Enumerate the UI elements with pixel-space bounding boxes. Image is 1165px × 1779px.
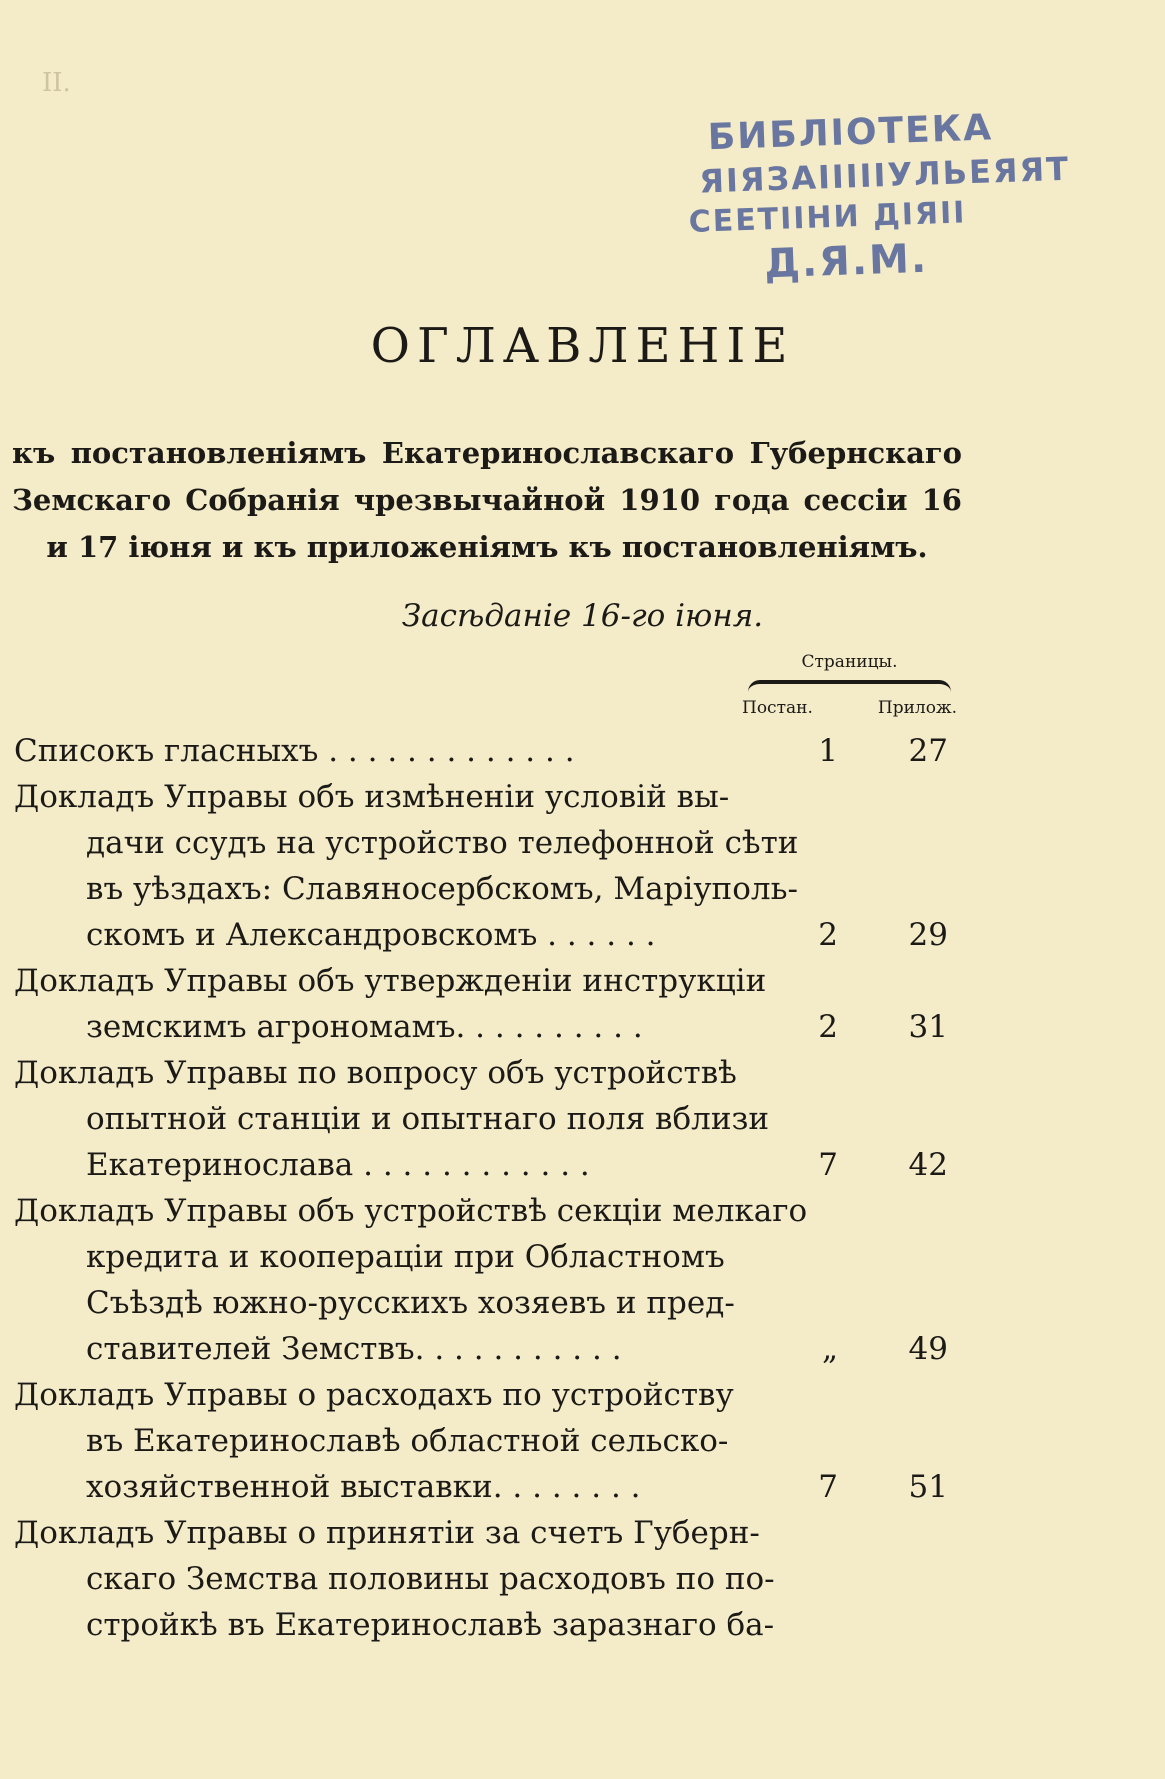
appendix-page-number: 27 [908, 733, 948, 769]
toc-entry-text: скомъ и Александровскомъ . . . . . . [86, 917, 656, 953]
toc-entry-text: земскимъ агрономамъ. . . . . . . . . . [86, 1009, 643, 1045]
page-title: ОГЛАВЛЕНІЕ [370, 318, 795, 374]
pages-label: Страницы. [801, 652, 898, 672]
pages-column-header [742, 652, 957, 718]
toc-entry-text: Докладъ Управы объ устройствѣ секціи мелкаго [14, 1193, 808, 1229]
table-of-contents [0, 728, 1165, 1648]
toc-entry-line [0, 1602, 1165, 1648]
toc-entry-text: стройкѣ въ Екатеринославѣ заразнаго ба- [86, 1607, 775, 1643]
toc-entry-line [0, 912, 1165, 958]
toc-entry-text: Съѣздѣ южно-русскихъ хозяевъ и пред- [86, 1285, 735, 1321]
resolution-page-number: 1 [818, 733, 838, 769]
toc-entry-line [0, 1096, 1165, 1142]
toc-entry-line [0, 1326, 1165, 1372]
toc-entry-text: скаго Земства половины расходовъ по по- [86, 1561, 775, 1597]
resolution-page-number: 2 [818, 1009, 838, 1045]
toc-entry [0, 958, 1165, 1050]
toc-entry [0, 1510, 1165, 1648]
toc-entry-text: Докладъ Управы о принятіи за счетъ Губерн- [14, 1515, 760, 1551]
toc-entry-line [0, 1280, 1165, 1326]
resolution-page-number: „ [821, 1331, 838, 1367]
toc-entry [0, 1050, 1165, 1188]
document-subtitle: къ постановленіямъ Екатеринославскаго Губернскаго Земскаго Собранія чрезвычайной 1910 года сессіи 16 и 17 іюня и къ приложеніямъ къ постановленіямъ. [12, 436, 962, 564]
resolution-page-number: 2 [818, 917, 838, 953]
stamp-line-4: Д.Я.М. [763, 235, 929, 288]
appendix-page-number: 42 [908, 1147, 948, 1183]
resolution-page-number: 7 [818, 1147, 838, 1183]
stamp-line-3: СЕЕТІІНИ ДІЯІІ [688, 195, 967, 240]
toc-entry-text: Докладъ Управы по вопросу объ устройствѣ [14, 1055, 737, 1091]
session-heading: Засѣданіе 16-го іюня. [401, 598, 764, 634]
toc-entry-line [0, 1372, 1165, 1418]
toc-entry-line [0, 958, 1165, 1004]
resolution-page-number: 7 [818, 1469, 838, 1505]
toc-entry-text: Докладъ Управы объ утвержденіи инструкціи [14, 963, 767, 999]
toc-entry-line [0, 1050, 1165, 1096]
column-header-resolutions: Постан. [742, 698, 813, 718]
toc-entry [0, 1188, 1165, 1372]
stamp-line-2: ЯІЯЗАІІІІІУЛЬЕЯЯТ [698, 149, 1071, 201]
library-stamp [688, 106, 1071, 289]
toc-entry-line [0, 1142, 1165, 1188]
stamp-line-1: БИБЛІОТЕКА [707, 107, 994, 159]
toc-entry-text: ставителей Земствъ. . . . . . . . . . . [86, 1331, 622, 1367]
toc-entry-line [0, 1418, 1165, 1464]
toc-entry-line [0, 1004, 1165, 1050]
toc-entry [0, 774, 1165, 958]
toc-entry-text: дачи ссудъ на устройство телефонной сѣти [86, 825, 799, 861]
toc-entry-line [0, 728, 1165, 774]
toc-entry-line [0, 1464, 1165, 1510]
appendix-page-number: 31 [908, 1009, 948, 1045]
toc-entry-text: Докладъ Управы о расходахъ по устройству [14, 1377, 734, 1413]
appendix-page-number: 49 [908, 1331, 948, 1367]
toc-entry-text: Докладъ Управы объ измѣненіи условій вы- [14, 779, 730, 815]
toc-entry-line [0, 1556, 1165, 1602]
toc-entry-line [0, 820, 1165, 866]
toc-entry-line [0, 774, 1165, 820]
toc-entry-line [0, 1234, 1165, 1280]
toc-entry-text: Екатеринослава . . . . . . . . . . . . [86, 1147, 590, 1183]
toc-entry-text: въ Екатеринославѣ областной сельско- [86, 1423, 729, 1459]
toc-entry-text: въ уѣздахъ: Славяносербскомъ, Маріуполь- [86, 871, 798, 907]
faded-page-mark: II. [42, 68, 71, 98]
toc-entry-line [0, 1188, 1165, 1234]
toc-entry-line [0, 1510, 1165, 1556]
toc-entry-line [0, 866, 1165, 912]
toc-entry [0, 1372, 1165, 1510]
toc-entry [0, 728, 1165, 774]
toc-entry-text: хозяйственной выставки. . . . . . . . [86, 1469, 641, 1505]
toc-entry-text: опытной станціи и опытнаго поля вблизи [86, 1101, 770, 1137]
column-header-appendices: Прилож. [877, 698, 957, 718]
header-brace [748, 680, 951, 694]
appendix-page-number: 51 [908, 1469, 948, 1505]
toc-entry-text: Списокъ гласныхъ . . . . . . . . . . . . . [14, 733, 575, 769]
toc-entry-text: кредита и коопераціи при Областномъ [86, 1239, 725, 1275]
appendix-page-number: 29 [908, 917, 948, 953]
